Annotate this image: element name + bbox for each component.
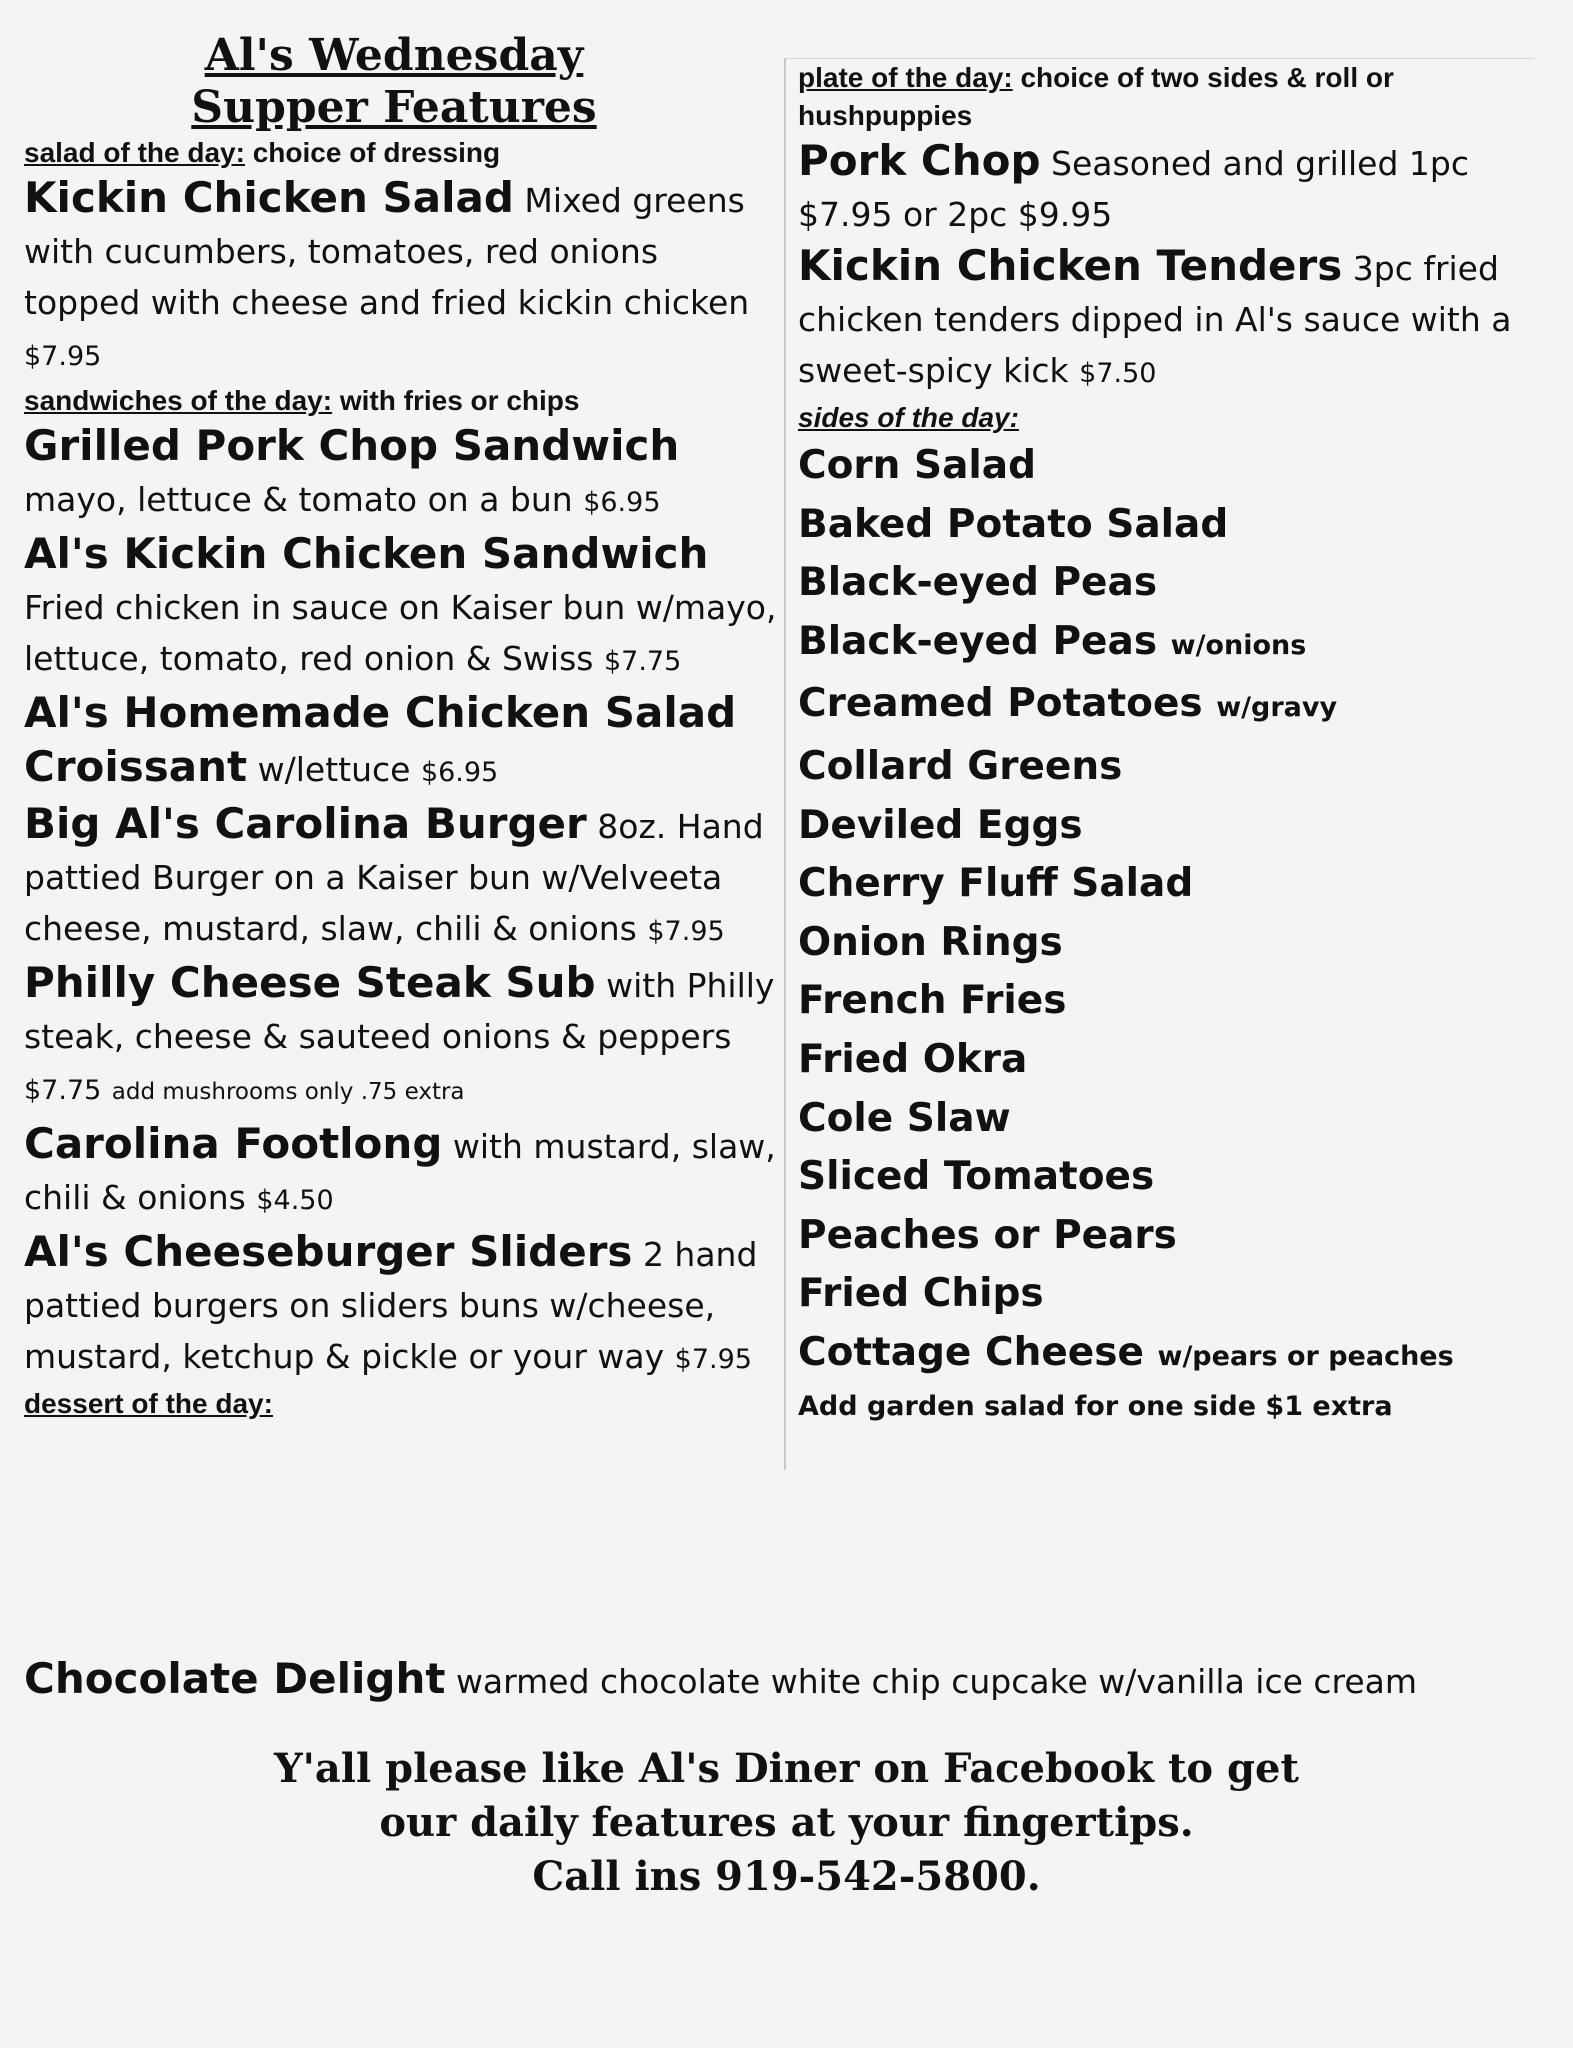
item-name: Philly Cheese Steak Sub [24,958,596,1007]
salad-heading: salad of the day: choice of dressing [24,137,501,168]
side-name: French Fries [798,978,1067,1024]
item-desc: with Philly steak, cheese & sauteed onions & peppers [24,966,775,1056]
left-column [24,30,784,1423]
side-name: Fried Okra [798,1036,1028,1082]
item-desc: with mustard, slaw, chili & onions [24,1127,776,1217]
item-desc: warmed chocolate white chip cupcake w/vanilla ice cream [455,1662,1418,1701]
side-item [798,1324,1534,1387]
side-name: Fried Chips [798,1271,1044,1317]
dessert-heading: dessert of the day: [24,1388,273,1419]
side-item [798,496,1534,555]
side-item [798,1031,1534,1090]
item-desc: mayo, lettuce & tomato on a bun [24,480,573,519]
side-item [798,797,1534,856]
side-name: Cole Slaw [798,1095,1011,1141]
item-desc: Fried chicken in sauce on Kaiser bun w/mayo, lettuce, tomato, red onion & Swiss [24,588,777,678]
side-option: w/onions [1170,629,1307,661]
side-option: w/gravy [1216,692,1338,724]
item-name: Al's Kickin Chicken Sandwich [24,529,709,578]
item-name: Kickin Chicken Salad [24,173,514,222]
side-name: Corn Salad [798,443,1036,488]
menu-item [24,1118,784,1226]
menu-item [24,687,784,798]
item-name: Al's Homemade Chicken Salad Croissant [24,688,737,791]
footer-line-3: Call ins 919-542-5800. [532,1853,1041,1900]
side-name: Baked Potato Salad [798,501,1229,547]
item-desc: 2 hand pattied burgers on sliders buns w/cheese, mustard, ketchup & pickle or your way [24,1235,758,1376]
item-price: $4.50 [256,1185,334,1216]
menu-item [798,240,1534,399]
side-item [798,554,1534,613]
item-price: $7.95 [674,1344,752,1375]
menu-item [24,798,784,957]
sandwich-heading: sandwiches of the day: with fries or chips [24,385,580,416]
sides-heading: sides of the day: [798,402,1019,433]
footer-line-1: Y'all please like Al's Diner on Facebook to get [274,1745,1299,1792]
sides-note: Add garden salad for one side $1 extra [798,1390,1393,1422]
side-name: Cherry Fluff Salad [798,861,1194,907]
title-line-2: Supper Features [191,82,597,133]
item-name: Pork Chop [798,136,1041,185]
right-column [784,58,1534,1470]
sides-list [798,437,1534,1387]
side-name: Creamed Potatoes [798,681,1203,727]
item-desc: Mixed greens with cucumbers, tomatoes, red onions topped with cheese and fried kickin chicken [24,181,750,322]
item-name: Big Al's Carolina Burger [24,799,587,848]
item-name: Al's Cheeseburger Sliders [24,1227,633,1276]
side-name: Peaches or Pears [798,1212,1177,1258]
item-desc: w/lettuce [257,750,411,789]
menu-item [24,528,784,687]
side-name: Black-eyed Peas [798,560,1158,606]
side-item [798,675,1534,738]
side-name: Cottage Cheese [798,1329,1144,1375]
item-name: Kickin Chicken Tenders [798,241,1343,290]
item-name: Chocolate Delight [24,1654,446,1703]
footer-message [0,1742,1573,1904]
side-name: Sliced Tomatoes [798,1154,1155,1200]
menu-item [24,1226,784,1385]
item-extra: add mushrooms only .75 extra [111,1079,465,1105]
menu-item [24,172,784,382]
item-price: $7.75 [24,1075,102,1106]
side-item [798,1265,1534,1324]
side-item [798,855,1534,914]
side-item [798,914,1534,973]
side-item [798,1148,1534,1207]
side-item [798,613,1534,676]
side-name: Collard Greens [798,743,1123,789]
dessert-item [24,1652,1554,1709]
side-item [798,437,1534,496]
item-name: Carolina Footlong [24,1119,443,1168]
item-price: $7.75 [603,646,682,677]
side-name: Deviled Eggs [798,802,1083,848]
item-price: $7.95 [24,341,102,372]
item-price: $6.95 [583,487,661,518]
item-name: Grilled Pork Chop Sandwich [24,421,680,470]
menu-item [24,957,784,1118]
item-price: $6.95 [420,757,499,788]
side-item [798,1090,1534,1149]
side-item [798,1207,1534,1266]
menu-title [24,30,764,134]
side-option: w/pears or peaches [1157,1340,1454,1372]
item-desc: 8oz. Hand pattied Burger on a Kaiser bun w/Velveeta cheese, mustard, slaw, chili & onions [24,807,764,948]
footer-line-2: our daily features at your fingertips. [379,1799,1194,1846]
item-desc: Seasoned and grilled 1pc $7.95 or 2pc $9.95 [798,144,1469,234]
item-price: $7.50 [1079,358,1157,389]
side-item [798,972,1534,1031]
title-line-1: Al's Wednesday [204,30,584,81]
item-desc: 3pc fried chicken tenders dipped in Al's sauce with a sweet-spicy kick [798,249,1512,390]
side-name: Black-eyed Peas [798,618,1158,664]
plate-heading: plate of the day: choice of two sides & roll or hushpuppies [798,62,1394,131]
side-name: Onion Rings [798,919,1063,965]
menu-item [24,420,784,528]
item-price: $7.95 [647,916,725,947]
menu-item [798,135,1534,240]
side-item [798,738,1534,797]
